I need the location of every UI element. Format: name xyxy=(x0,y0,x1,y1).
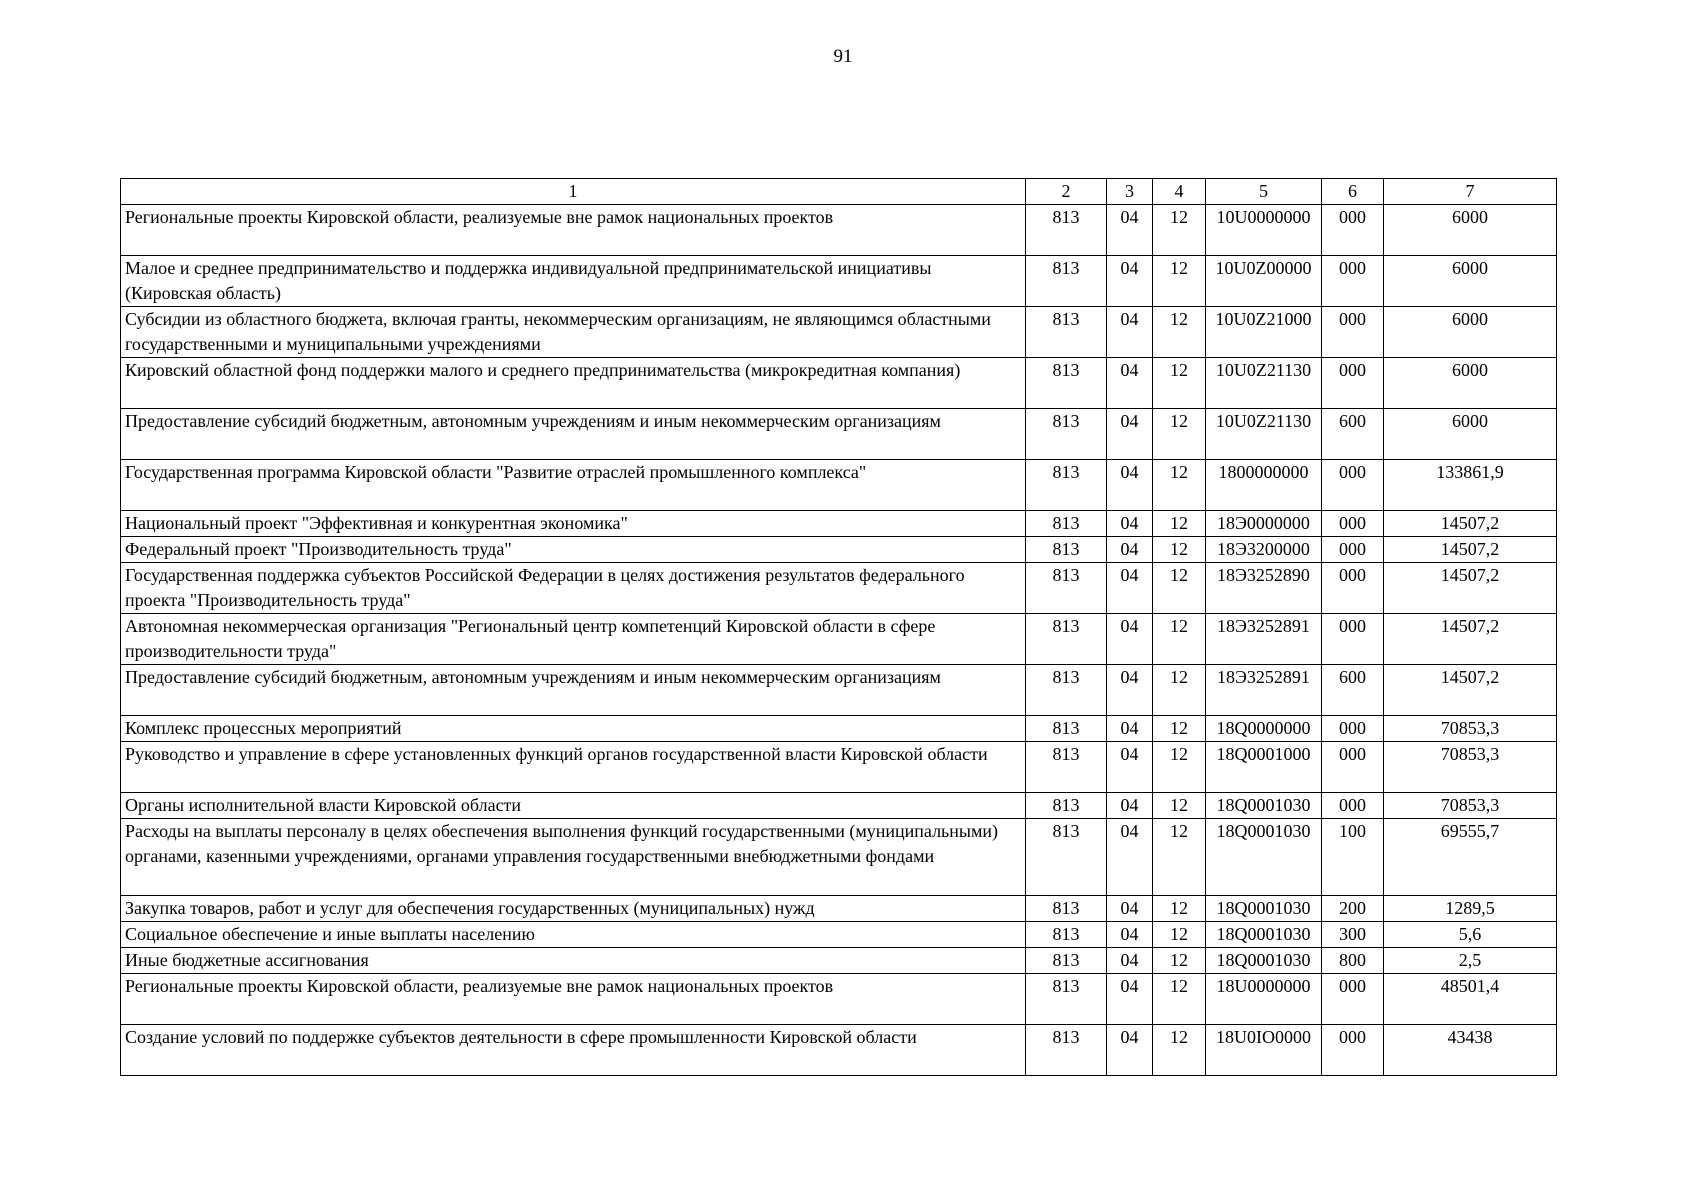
amount-cell: 48501,4 xyxy=(1384,974,1557,1025)
expense-type-cell: 000 xyxy=(1322,511,1384,537)
table-row xyxy=(121,256,1557,307)
section-cell: 04 xyxy=(1107,793,1153,819)
amount-cell: 6000 xyxy=(1384,358,1557,409)
table-row xyxy=(121,358,1557,409)
expense-type-cell: 600 xyxy=(1322,665,1384,716)
amount-cell: 69555,7 xyxy=(1384,819,1557,896)
amount-cell: 14507,2 xyxy=(1384,563,1557,614)
budget-table xyxy=(120,178,1557,1076)
table-row xyxy=(121,614,1557,665)
amount-cell: 14507,2 xyxy=(1384,665,1557,716)
row-name-cell: Государственная поддержка субъектов Российской Федерации в целях достижения результатов федерального проекта "Производительность труда" xyxy=(121,563,1026,614)
admin-code-cell: 813 xyxy=(1026,974,1107,1025)
admin-code-cell: 813 xyxy=(1026,409,1107,460)
amount-cell: 2,5 xyxy=(1384,948,1557,974)
row-name-cell: Социальное обеспечение и иные выплаты населению xyxy=(121,922,1026,948)
expense-type-cell: 300 xyxy=(1322,922,1384,948)
expense-type-cell: 100 xyxy=(1322,819,1384,896)
section-cell: 04 xyxy=(1107,922,1153,948)
admin-code-cell: 813 xyxy=(1026,537,1107,563)
admin-code-cell: 813 xyxy=(1026,614,1107,665)
target-article-cell: 18Э3200000 xyxy=(1206,537,1322,563)
admin-code-cell: 813 xyxy=(1026,948,1107,974)
admin-code-cell: 813 xyxy=(1026,665,1107,716)
target-article-cell: 10U0000000 xyxy=(1206,205,1322,256)
section-cell: 04 xyxy=(1107,896,1153,922)
subsection-cell: 12 xyxy=(1153,819,1206,896)
table-row xyxy=(121,896,1557,922)
expense-type-cell: 000 xyxy=(1322,793,1384,819)
row-name-cell: Федеральный проект "Производительность труда" xyxy=(121,537,1026,563)
section-cell: 04 xyxy=(1107,819,1153,896)
amount-cell: 70853,3 xyxy=(1384,742,1557,793)
table-row xyxy=(121,819,1557,896)
expense-type-cell: 800 xyxy=(1322,948,1384,974)
subsection-cell: 12 xyxy=(1153,948,1206,974)
table-row xyxy=(121,409,1557,460)
section-cell: 04 xyxy=(1107,511,1153,537)
row-name-cell: Органы исполнительной власти Кировской области xyxy=(121,793,1026,819)
header-cell: 4 xyxy=(1153,179,1206,205)
row-name-cell: Национальный проект "Эффективная и конкурентная экономика" xyxy=(121,511,1026,537)
expense-type-cell: 000 xyxy=(1322,537,1384,563)
table-row xyxy=(121,307,1557,358)
admin-code-cell: 813 xyxy=(1026,716,1107,742)
subsection-cell: 12 xyxy=(1153,665,1206,716)
admin-code-cell: 813 xyxy=(1026,256,1107,307)
subsection-cell: 12 xyxy=(1153,307,1206,358)
subsection-cell: 12 xyxy=(1153,742,1206,793)
subsection-cell: 12 xyxy=(1153,563,1206,614)
row-name-cell: Региональные проекты Кировской области, реализуемые вне рамок национальных проектов xyxy=(121,205,1026,256)
subsection-cell: 12 xyxy=(1153,537,1206,563)
section-cell: 04 xyxy=(1107,460,1153,511)
admin-code-cell: 813 xyxy=(1026,563,1107,614)
admin-code-cell: 813 xyxy=(1026,922,1107,948)
table-row xyxy=(121,511,1557,537)
section-cell: 04 xyxy=(1107,742,1153,793)
subsection-cell: 12 xyxy=(1153,896,1206,922)
expense-type-cell: 600 xyxy=(1322,409,1384,460)
subsection-cell: 12 xyxy=(1153,256,1206,307)
row-name-cell: Комплекс процессных мероприятий xyxy=(121,716,1026,742)
admin-code-cell: 813 xyxy=(1026,819,1107,896)
amount-cell: 6000 xyxy=(1384,307,1557,358)
row-name-cell: Малое и среднее предпринимательство и поддержка индивидуальной предпринимательской инициативы (Кировская область) xyxy=(121,256,1026,307)
expense-type-cell: 000 xyxy=(1322,1025,1384,1076)
expense-type-cell: 000 xyxy=(1322,742,1384,793)
target-article-cell: 18Q0001030 xyxy=(1206,896,1322,922)
expense-type-cell: 000 xyxy=(1322,307,1384,358)
table-row xyxy=(121,563,1557,614)
amount-cell: 133861,9 xyxy=(1384,460,1557,511)
expense-type-cell: 200 xyxy=(1322,896,1384,922)
table-row xyxy=(121,793,1557,819)
amount-cell: 14507,2 xyxy=(1384,537,1557,563)
table-row xyxy=(121,665,1557,716)
page-number: 91 xyxy=(833,46,853,67)
amount-cell: 70853,3 xyxy=(1384,793,1557,819)
target-article-cell: 10U0Z00000 xyxy=(1206,256,1322,307)
admin-code-cell: 813 xyxy=(1026,460,1107,511)
row-name-cell: Закупка товаров, работ и услуг для обеспечения государственных (муниципальных) нужд xyxy=(121,896,1026,922)
amount-cell: 14507,2 xyxy=(1384,511,1557,537)
expense-type-cell: 000 xyxy=(1322,614,1384,665)
target-article-cell: 18Э3252891 xyxy=(1206,665,1322,716)
amount-cell: 6000 xyxy=(1384,205,1557,256)
target-article-cell: 10U0Z21130 xyxy=(1206,409,1322,460)
section-cell: 04 xyxy=(1107,256,1153,307)
subsection-cell: 12 xyxy=(1153,511,1206,537)
target-article-cell: 18Q0001030 xyxy=(1206,793,1322,819)
admin-code-cell: 813 xyxy=(1026,742,1107,793)
row-name-cell: Региональные проекты Кировской области, реализуемые вне рамок национальных проектов xyxy=(121,974,1026,1025)
expense-type-cell: 000 xyxy=(1322,358,1384,409)
header-cell: 6 xyxy=(1322,179,1384,205)
expense-type-cell: 000 xyxy=(1322,974,1384,1025)
expense-type-cell: 000 xyxy=(1322,205,1384,256)
section-cell: 04 xyxy=(1107,974,1153,1025)
table-row xyxy=(121,1025,1557,1076)
section-cell: 04 xyxy=(1107,409,1153,460)
row-name-cell: Субсидии из областного бюджета, включая гранты, некоммерческим организациям, не являющимся областными государственными и муниципальными учреждениями xyxy=(121,307,1026,358)
section-cell: 04 xyxy=(1107,614,1153,665)
subsection-cell: 12 xyxy=(1153,409,1206,460)
target-article-cell: 18U0000000 xyxy=(1206,974,1322,1025)
section-cell: 04 xyxy=(1107,1025,1153,1076)
target-article-cell: 18Э3252890 xyxy=(1206,563,1322,614)
admin-code-cell: 813 xyxy=(1026,358,1107,409)
target-article-cell: 10U0Z21130 xyxy=(1206,358,1322,409)
subsection-cell: 12 xyxy=(1153,358,1206,409)
subsection-cell: 12 xyxy=(1153,716,1206,742)
section-cell: 04 xyxy=(1107,716,1153,742)
target-article-cell: 18Q0001030 xyxy=(1206,948,1322,974)
subsection-cell: 12 xyxy=(1153,1025,1206,1076)
header-cell: 3 xyxy=(1107,179,1153,205)
row-name-cell: Автономная некоммерческая организация "Региональный центр компетенций Кировской области в сфере производительности труда" xyxy=(121,614,1026,665)
table-header-row xyxy=(121,179,1557,205)
amount-cell: 70853,3 xyxy=(1384,716,1557,742)
section-cell: 04 xyxy=(1107,358,1153,409)
admin-code-cell: 813 xyxy=(1026,1025,1107,1076)
target-article-cell: 10U0Z21000 xyxy=(1206,307,1322,358)
target-article-cell: 18Q0001030 xyxy=(1206,922,1322,948)
row-name-cell: Руководство и управление в сфере установленных функций органов государственной власти Кировской области xyxy=(121,742,1026,793)
admin-code-cell: 813 xyxy=(1026,205,1107,256)
table-row xyxy=(121,460,1557,511)
expense-type-cell: 000 xyxy=(1322,256,1384,307)
row-name-cell: Предоставление субсидий бюджетным, автономным учреждениям и иным некоммерческим организациям xyxy=(121,665,1026,716)
table-row xyxy=(121,922,1557,948)
target-article-cell: 18U0IO0000 xyxy=(1206,1025,1322,1076)
table-row xyxy=(121,974,1557,1025)
section-cell: 04 xyxy=(1107,563,1153,614)
admin-code-cell: 813 xyxy=(1026,307,1107,358)
row-name-cell: Предоставление субсидий бюджетным, автономным учреждениям и иным некоммерческим организациям xyxy=(121,409,1026,460)
table-row xyxy=(121,205,1557,256)
table-row xyxy=(121,948,1557,974)
row-name-cell: Создание условий по поддержке субъектов деятельности в сфере промышленности Кировской области xyxy=(121,1025,1026,1076)
subsection-cell: 12 xyxy=(1153,974,1206,1025)
expense-type-cell: 000 xyxy=(1322,563,1384,614)
subsection-cell: 12 xyxy=(1153,793,1206,819)
row-name-cell: Иные бюджетные ассигнования xyxy=(121,948,1026,974)
section-cell: 04 xyxy=(1107,537,1153,563)
row-name-cell: Государственная программа Кировской области "Развитие отраслей промышленного комплекса" xyxy=(121,460,1026,511)
section-cell: 04 xyxy=(1107,948,1153,974)
target-article-cell: 18Э3252891 xyxy=(1206,614,1322,665)
row-name-cell: Кировский областной фонд поддержки малого и среднего предпринимательства (микрокредитная компания) xyxy=(121,358,1026,409)
expense-type-cell: 000 xyxy=(1322,716,1384,742)
amount-cell: 5,6 xyxy=(1384,922,1557,948)
table-row xyxy=(121,716,1557,742)
section-cell: 04 xyxy=(1107,307,1153,358)
amount-cell: 43438 xyxy=(1384,1025,1557,1076)
subsection-cell: 12 xyxy=(1153,205,1206,256)
target-article-cell: 18Q0000000 xyxy=(1206,716,1322,742)
header-cell: 7 xyxy=(1384,179,1557,205)
target-article-cell: 18Q0001000 xyxy=(1206,742,1322,793)
header-cell: 5 xyxy=(1206,179,1322,205)
row-name-cell: Расходы на выплаты персоналу в целях обеспечения выполнения функций государственными (муниципальными) органами, казенными учреждениями, органами управления государственными внебюджетными фондами xyxy=(121,819,1026,896)
amount-cell: 1289,5 xyxy=(1384,896,1557,922)
admin-code-cell: 813 xyxy=(1026,793,1107,819)
header-cell: 1 xyxy=(121,179,1026,205)
table-row xyxy=(121,537,1557,563)
admin-code-cell: 813 xyxy=(1026,511,1107,537)
admin-code-cell: 813 xyxy=(1026,896,1107,922)
expense-type-cell: 000 xyxy=(1322,460,1384,511)
target-article-cell: 18Q0001030 xyxy=(1206,819,1322,896)
subsection-cell: 12 xyxy=(1153,614,1206,665)
subsection-cell: 12 xyxy=(1153,460,1206,511)
target-article-cell: 1800000000 xyxy=(1206,460,1322,511)
section-cell: 04 xyxy=(1107,665,1153,716)
header-cell: 2 xyxy=(1026,179,1107,205)
amount-cell: 14507,2 xyxy=(1384,614,1557,665)
amount-cell: 6000 xyxy=(1384,409,1557,460)
amount-cell: 6000 xyxy=(1384,256,1557,307)
section-cell: 04 xyxy=(1107,205,1153,256)
target-article-cell: 18Э0000000 xyxy=(1206,511,1322,537)
subsection-cell: 12 xyxy=(1153,922,1206,948)
table-row xyxy=(121,742,1557,793)
